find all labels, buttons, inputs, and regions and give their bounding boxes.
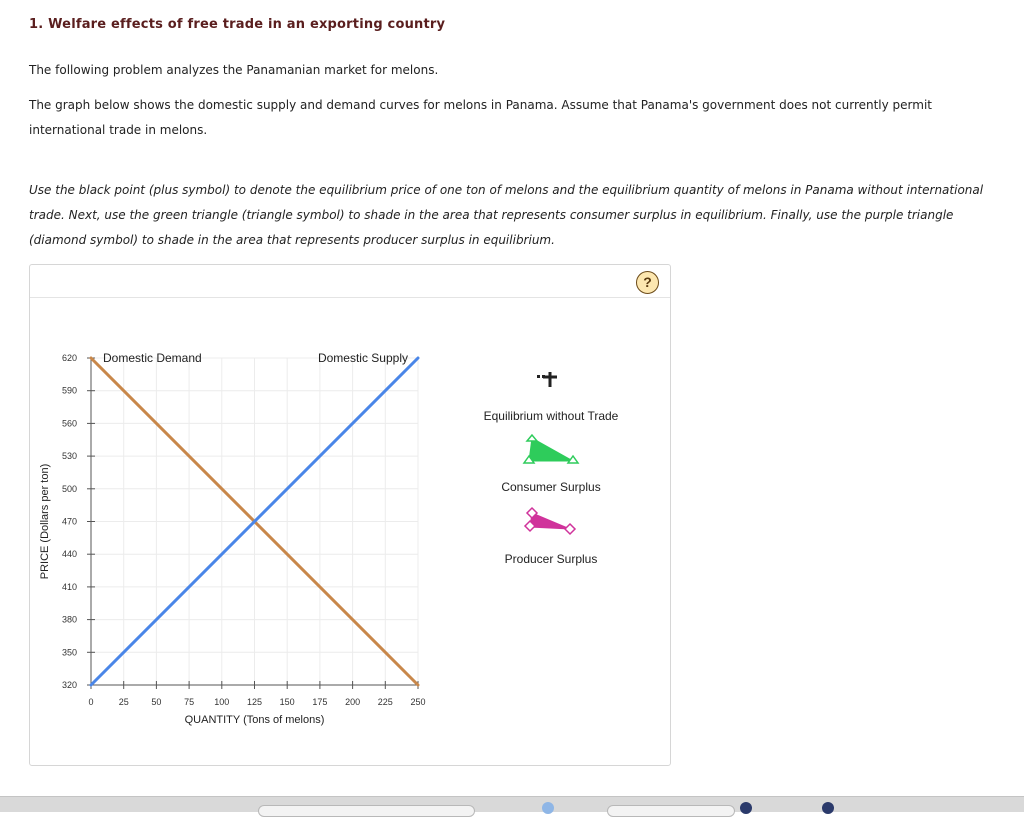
x-tick-label: 50 (151, 697, 162, 707)
x-tick-label: 200 (345, 697, 361, 707)
supply-demand-chart[interactable] (30, 265, 670, 765)
taskbar-dot[interactable] (822, 802, 834, 814)
y-axis-label: PRICE (Dollars per ton) (39, 463, 51, 580)
x-tick-label: 25 (118, 697, 129, 707)
purple-diamond-icon[interactable] (530, 513, 570, 529)
x-tick-label: 75 (184, 697, 195, 707)
y-tick-label: 350 (61, 647, 77, 658)
legend-equilibrium[interactable] (484, 372, 619, 423)
legend-producer-surplus[interactable] (505, 508, 598, 566)
taskbar-item[interactable] (607, 805, 735, 817)
x-tick-label: 175 (312, 697, 328, 707)
x-axis-label: QUANTITY (Tons of melons) (184, 714, 325, 726)
x-tick-label: 100 (214, 697, 230, 707)
question-title: 1. Welfare effects of free trade in an exporting country (29, 17, 446, 32)
question-mark-icon[interactable]: ? (636, 271, 659, 294)
y-tick-label: 500 (61, 483, 77, 494)
taskbar-dot[interactable] (740, 802, 752, 814)
domestic-demand-label: Domestic Demand (103, 351, 202, 365)
plus-point-icon[interactable] (537, 372, 557, 387)
legend-label-producer-surplus: Producer Surplus (504, 552, 598, 566)
bottom-taskbar (0, 796, 1024, 812)
y-tick-label: 530 (61, 451, 77, 462)
y-tick-label: 380 (61, 614, 77, 625)
domestic-supply-label: Domestic Supply (317, 351, 408, 365)
x-tick-label: 150 (279, 697, 295, 707)
legend-label-equilibrium: Equilibrium without Trade (483, 409, 619, 423)
x-tick-label: 250 (410, 697, 426, 707)
intro-text: The following problem analyzes the Panamanian market for melons. (29, 63, 439, 77)
taskbar-search-pill[interactable] (258, 805, 475, 817)
y-tick-label: 410 (61, 581, 77, 592)
graph-panel (29, 264, 671, 766)
instructions-text: Use the black point (plus symbol) to denote the equilibrium price of one ton of melons and the equilibrium quantity of melons in Panama without international trade. Next, use the green triangle (triangle symbol) to shade in the area that represents consumer surplus in equilibrium. Finally, use the purple triangle (diamond symbol) to shade in the area that represents producer surplus in equilibrium. (29, 183, 984, 247)
y-tick-label: 320 (61, 680, 77, 690)
legend-consumer-surplus[interactable] (501, 435, 600, 494)
y-tick-label: 440 (61, 549, 77, 560)
taskbar-dot[interactable] (542, 802, 554, 814)
y-tick-label: 560 (61, 418, 77, 429)
y-tick-label: 590 (61, 385, 77, 396)
y-tick-label: 620 (61, 353, 77, 363)
x-tick-label: 125 (246, 697, 263, 707)
x-tick-label: 225 (377, 697, 393, 707)
legend-label-consumer-surplus: Consumer Surplus (501, 480, 601, 494)
x-tick-label: 0 (88, 697, 94, 707)
y-tick-label: 470 (61, 516, 77, 527)
description-text: The graph below shows the domestic supply and demand curves for melons in Panama. Assume that Panama's government does not currently permit international trade in melons. (29, 98, 933, 137)
